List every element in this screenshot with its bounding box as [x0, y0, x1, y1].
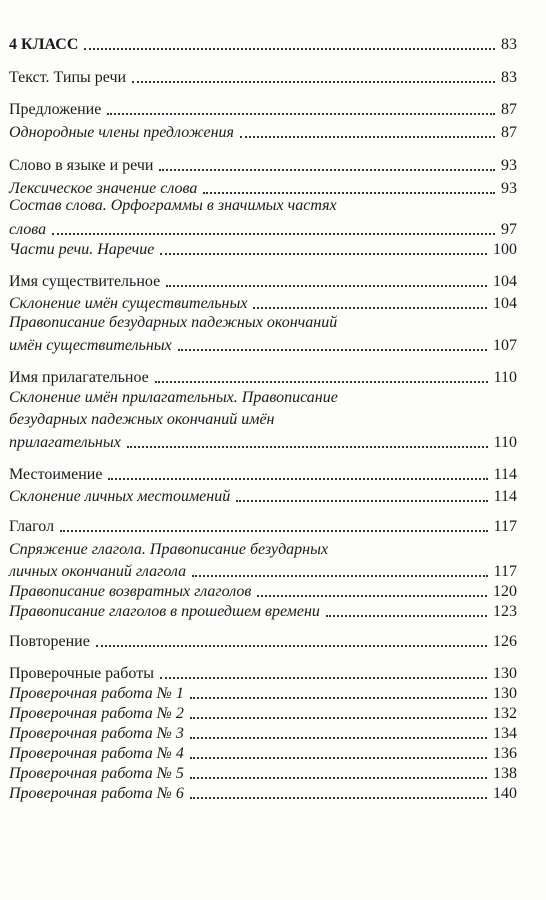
dot-leader: [190, 737, 487, 739]
toc-entry-title-continued: личных окончаний глагола: [9, 563, 187, 580]
toc-entry: [9, 580, 517, 602]
toc-entry: [9, 66, 517, 88]
toc-entry-title: Имя существительное: [9, 273, 161, 290]
toc-entry-page: 83: [501, 36, 517, 53]
toc-entry-title: Правописание возвратных глаголов: [9, 583, 252, 600]
toc-entry-title: Спряжение глагола. Правописание безударных: [9, 541, 329, 558]
toc-entry: [9, 782, 517, 804]
toc-entry-page: 93: [501, 157, 517, 174]
toc-entry: [9, 218, 517, 240]
toc-entry-page: 107: [493, 337, 517, 354]
dot-leader: [190, 777, 487, 779]
dot-leader: [96, 645, 487, 647]
dot-leader: [107, 113, 495, 115]
toc-entry-page: 87: [501, 124, 517, 141]
dot-leader: [190, 797, 487, 799]
toc-entry: [9, 560, 517, 582]
toc-entry-title: Проверочная работа № 4: [9, 745, 184, 762]
toc-entry: [9, 292, 517, 314]
dot-leader: [178, 349, 487, 351]
toc-entry-title: Проверочная работа № 6: [9, 785, 184, 802]
toc-entry-page: 126: [493, 633, 517, 650]
toc-entry: [9, 485, 517, 507]
toc-entry: [9, 431, 517, 453]
toc-entry-title: Проверочная работа № 2: [9, 705, 184, 722]
dot-leader: [132, 81, 495, 83]
dot-leader: [52, 233, 495, 235]
toc-entry-title: Слово в языке и речи: [9, 157, 154, 174]
dot-leader: [253, 307, 487, 309]
dot-leader: [160, 253, 487, 255]
toc-entry: [9, 600, 517, 622]
toc-entry-title-continued: имён существительных: [9, 337, 172, 354]
toc-entry-page: 130: [493, 665, 517, 682]
dot-leader: [108, 478, 487, 480]
toc-entry-title: Глагол: [9, 518, 55, 535]
toc-entry-title: Местоимение: [9, 466, 103, 483]
toc-entry-page: 110: [493, 434, 517, 451]
dot-leader: [190, 697, 487, 699]
toc-entry: [9, 742, 517, 764]
toc-entry-title: Проверочная работа № 3: [9, 725, 184, 742]
toc-entry: [9, 270, 517, 292]
toc-entry-page: 130: [493, 685, 517, 702]
toc-entry-page: 104: [493, 295, 517, 312]
toc-entry-page: 100: [493, 241, 517, 258]
toc-entry-page: 132: [493, 705, 517, 722]
toc-entry-page: 123: [493, 603, 517, 620]
dot-leader: [192, 575, 488, 577]
toc-entry-title-continued: прилагательных: [9, 434, 121, 451]
toc-entry-title-continued: безударных падежных окончаний имён: [9, 411, 275, 428]
toc-entry-title: Повторение: [9, 633, 90, 650]
toc-entry-title: Состав слова. Орфограммы в значимых частях: [9, 197, 337, 214]
toc-entry-title: Однородные члены предложения: [9, 124, 234, 141]
toc-entry: [9, 630, 517, 652]
dot-leader: [155, 381, 488, 383]
toc-entry-page: 104: [493, 273, 517, 290]
toc-entry-title: Правописание безударных падежных окончаний: [9, 314, 338, 331]
toc-entry-page: 110: [493, 369, 517, 386]
toc-entry-page: 138: [493, 765, 517, 782]
toc-entry-page: 87: [501, 101, 517, 118]
toc-entry-title: Проверочная работа № 5: [9, 765, 184, 782]
toc-entry-title: Склонение имён существительных: [9, 295, 248, 312]
dot-leader: [84, 48, 495, 50]
dot-leader: [190, 757, 487, 759]
toc-entry-page: 83: [501, 69, 517, 86]
dot-leader: [240, 136, 495, 138]
toc-entry-page: 120: [493, 583, 517, 600]
toc-entry: [9, 463, 517, 485]
dot-leader: [257, 595, 487, 597]
toc-entry-title: Проверочная работа № 1: [9, 685, 184, 702]
dot-leader: [127, 446, 488, 448]
dot-leader: [236, 500, 487, 502]
toc-entry: [9, 121, 517, 143]
toc-entry-title-continued: слова: [9, 221, 47, 238]
toc-entry: [9, 762, 517, 784]
dot-leader: [190, 717, 487, 719]
toc-entry-page: 117: [493, 563, 517, 580]
toc-entry: [9, 682, 517, 704]
dot-leader: [60, 530, 488, 532]
toc-entry-page: 97: [501, 221, 517, 238]
toc-entry-title: Имя прилагательное: [9, 369, 149, 386]
toc-entry-page: 136: [493, 745, 517, 762]
toc-entry: [9, 722, 517, 744]
toc-entry-title: Части речи. Наречие: [9, 241, 155, 258]
toc-entry-page: 114: [493, 488, 517, 505]
toc-entry-page: 93: [501, 180, 517, 197]
toc-entry-title: Предложение: [9, 101, 102, 118]
dot-leader: [166, 285, 487, 287]
toc-entry-title: Склонение личных местоимений: [9, 488, 231, 505]
toc-entry: [9, 334, 517, 356]
toc-entry-grade-4: [9, 33, 517, 55]
toc-entry-page: 114: [493, 466, 517, 483]
toc-entry-page: 117: [493, 518, 517, 535]
toc-entry: [9, 366, 517, 388]
toc-entry: [9, 98, 517, 120]
dot-leader: [159, 169, 495, 171]
toc-entry: [9, 238, 517, 260]
toc-entry-title: Склонение имён прилагательных. Правописание: [9, 389, 338, 406]
toc-entry: [9, 154, 517, 176]
toc-entry-title: Лексическое значение слова: [9, 180, 198, 197]
toc-entry: [9, 662, 517, 684]
toc-entry-page: 134: [493, 725, 517, 742]
toc-entry-title: Проверочные работы: [9, 665, 154, 682]
toc-entry: [9, 702, 517, 724]
toc-entry-title: Текст. Типы речи: [9, 69, 127, 86]
dot-leader: [326, 615, 487, 617]
toc-entry-title: 4 КЛАСС: [9, 36, 79, 53]
toc-entry-title: Правописание глаголов в прошедшем времени: [9, 603, 320, 620]
dot-leader: [203, 192, 495, 194]
dot-leader: [160, 677, 487, 679]
toc-entry: [9, 515, 517, 537]
toc-entry-page: 140: [493, 785, 517, 802]
